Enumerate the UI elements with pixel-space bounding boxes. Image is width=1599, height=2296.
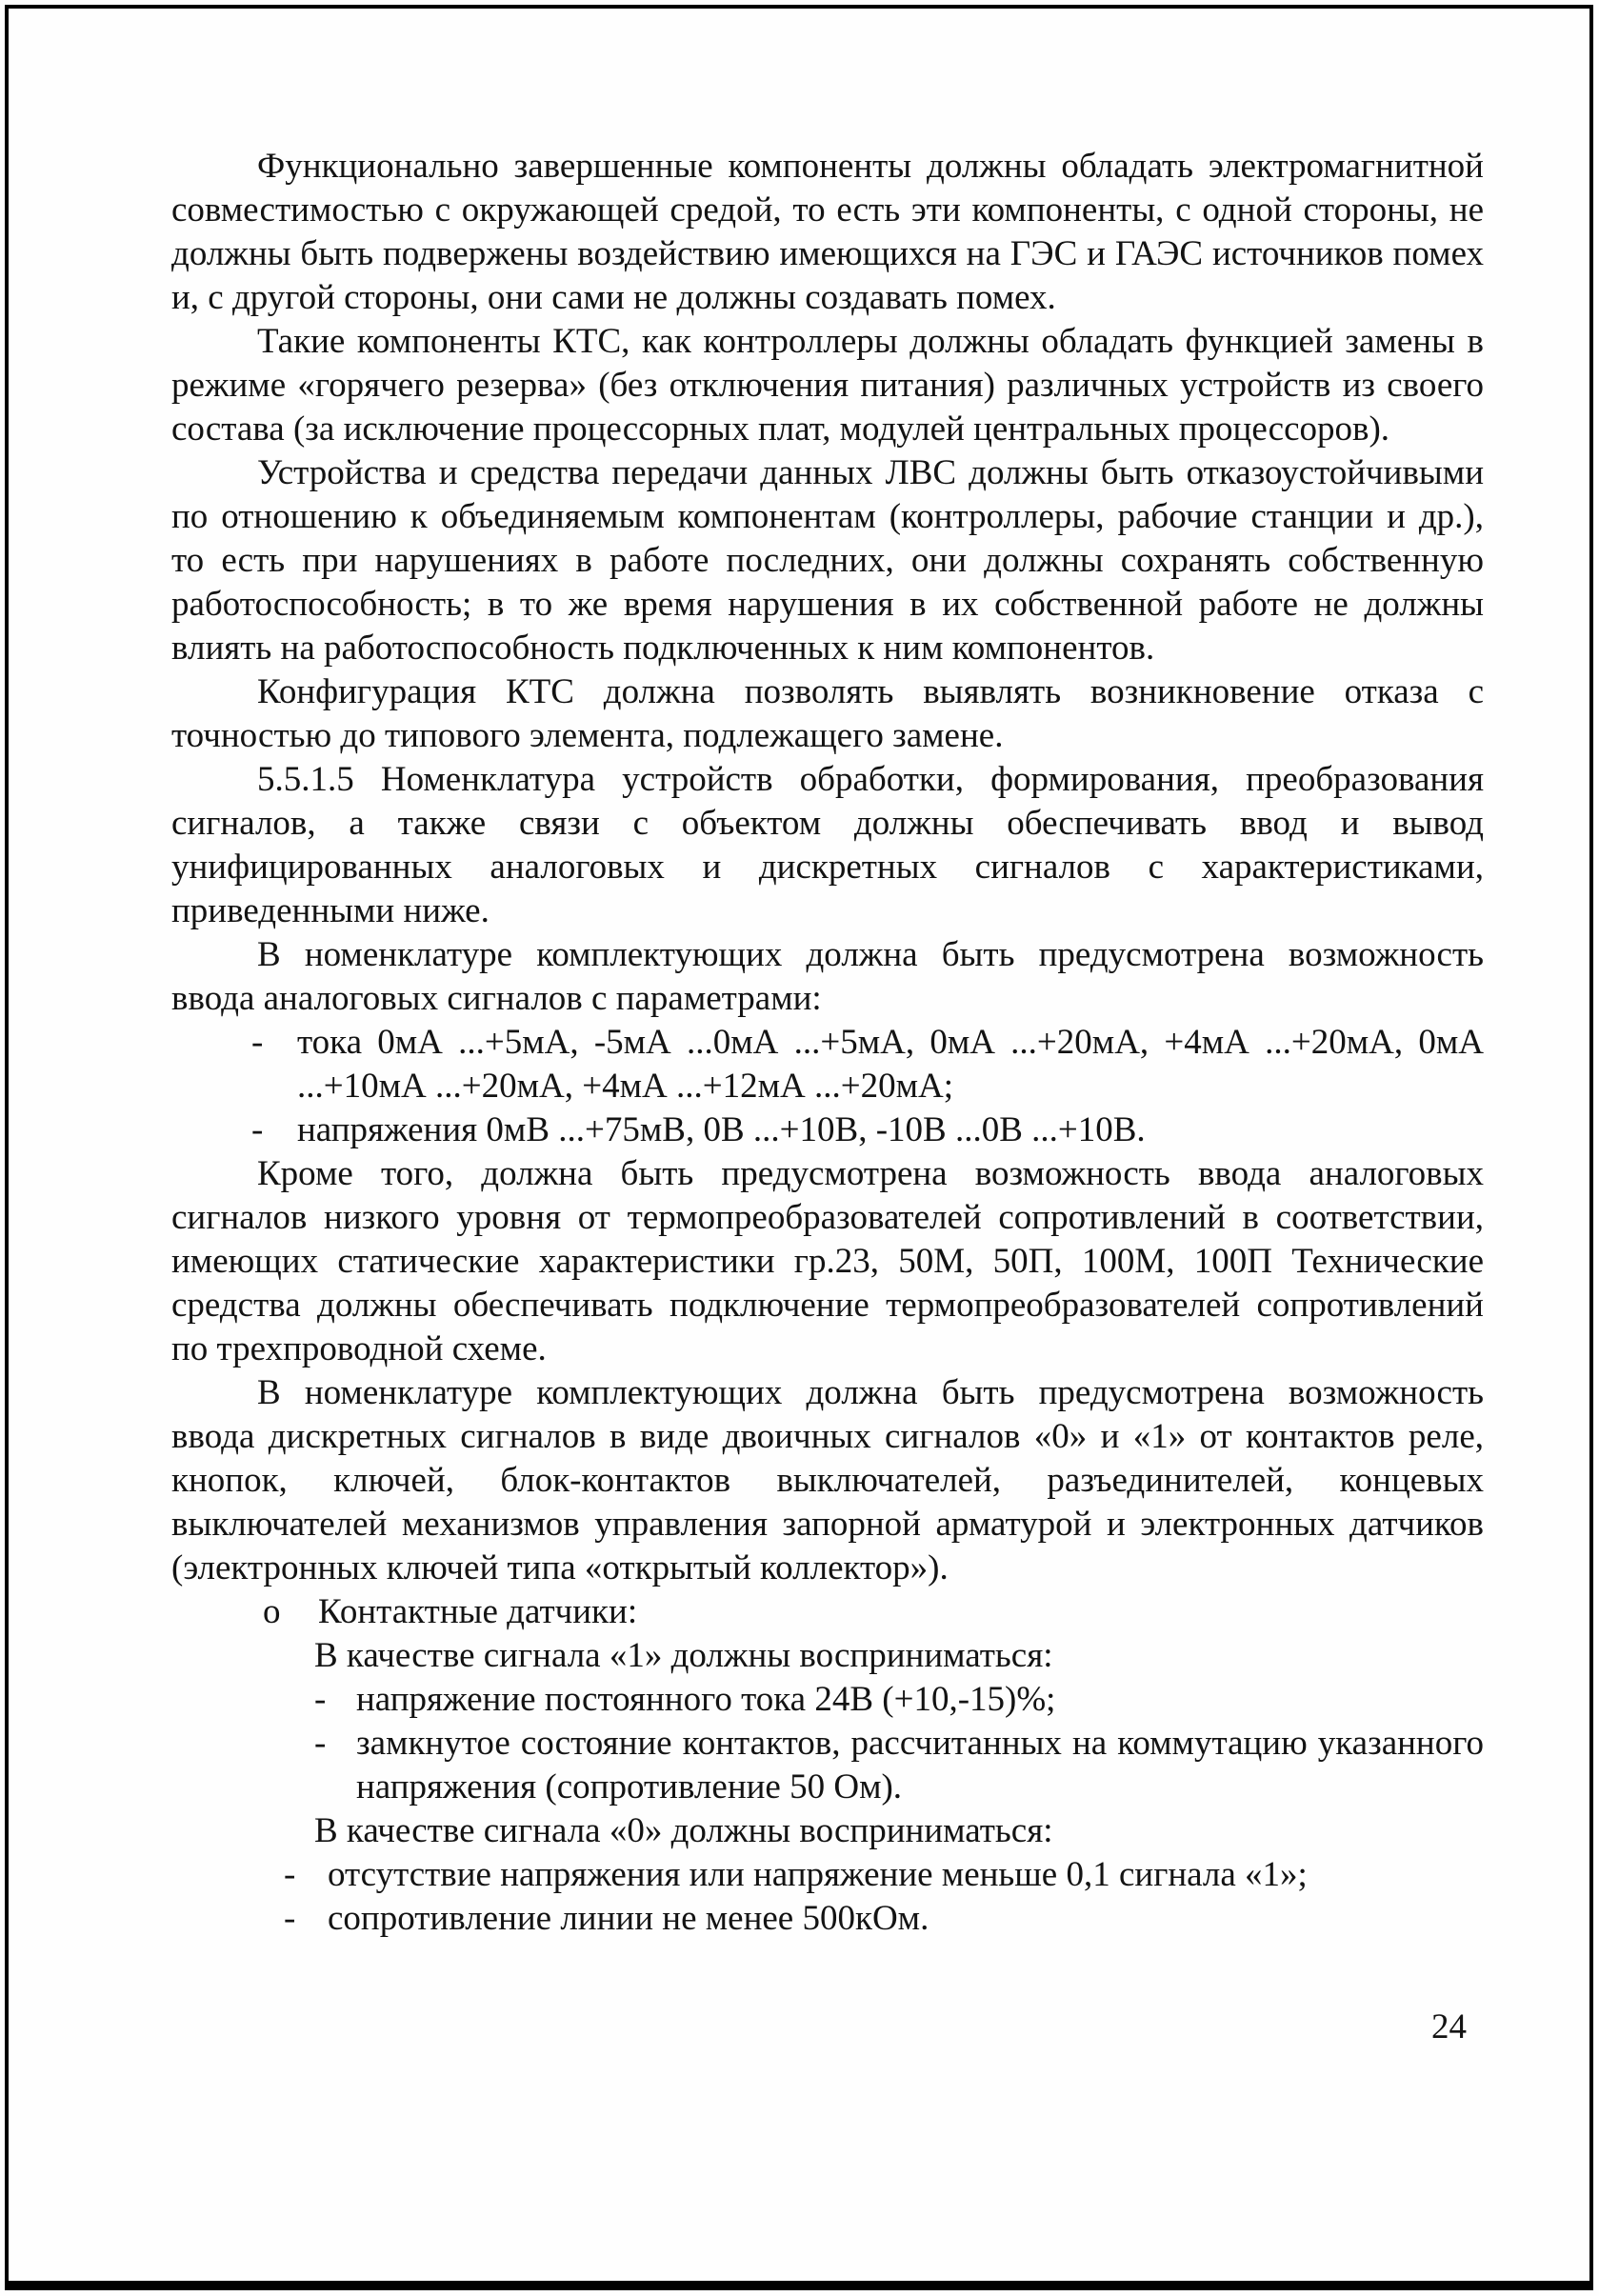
list-item-text: замкнутое состояние контактов, рассчитанных на коммутацию указанного напряжения (сопротивление 50 Ом). xyxy=(356,1724,1484,1807)
list-item-contact-sensors xyxy=(171,1590,1484,1634)
paragraph-hot-reserve: Такие компоненты КТС, как контроллеры должны обладать функцией замены в режиме «горячего резерва» (без отключения питания) различных устройств из своего состава (за исключение процессорных плат, модулей центральных процессоров). xyxy=(171,322,1484,449)
list-item-text: Контактные датчики: xyxy=(318,1592,638,1631)
list-item-line-resistance xyxy=(171,1897,1484,1941)
dash-marker: - xyxy=(284,1899,296,1938)
list-item-current-ranges xyxy=(171,1021,1484,1108)
list-item-voltage-ranges xyxy=(171,1108,1484,1152)
document-content xyxy=(171,145,1484,2049)
list-item-text: напряжения 0мВ ...+75мВ, 0В ...+10В, -10В ...0В ...+10В. xyxy=(297,1110,1146,1149)
paragraph-kts-configuration: Конфигурация КТС должна позволять выявлять возникновение отказа с точностью до типового элемента, подлежащего замене. xyxy=(171,672,1484,755)
subline-signal-0: В качестве сигнала «0» должны восприниматься: xyxy=(314,1811,1053,1850)
list-item-closed-contacts xyxy=(171,1722,1484,1809)
dash-marker: - xyxy=(314,1680,327,1719)
dash-marker: - xyxy=(251,1023,264,1062)
list-item-text: напряжение постоянного тока 24В (+10,-15)%; xyxy=(356,1680,1056,1719)
list-item-text: сопротивление линии не менее 500кОм. xyxy=(328,1899,929,1938)
paragraph-5-5-1-5: 5.5.1.5 Номенклатура устройств обработки, формирования, преобразования сигналов, а также связи с объектом должны обеспечивать ввод и вывод унифицированных аналоговых и дискретных сигналов с характеристиками, приведенными ниже. xyxy=(171,760,1484,930)
paragraph-analog-input-intro: В номенклатуре комплектующих должна быть предусмотрена возможность ввода аналоговых сигналов с параметрами: xyxy=(171,935,1484,1018)
dash-marker: - xyxy=(251,1110,264,1149)
list-item-text: отсутствие напряжения или напряжение меньше 0,1 сигнала «1»; xyxy=(328,1855,1308,1894)
subline-signal-1: В качестве сигнала «1» должны восприниматься: xyxy=(314,1636,1053,1675)
paragraph-rtd-signals: Кроме того, должна быть предусмотрена возможность ввода аналоговых сигналов низкого уровня от термопреобразователей сопротивлений в соответствии, имеющих статические характеристики гр.23, 50М, 50П, 100М, 100П Технические средства должны обеспечивать подключение термопреобразователей сопротивлений по трехпроводной схеме. xyxy=(171,1154,1484,1368)
list-item-no-voltage xyxy=(171,1853,1484,1897)
paragraph-discrete-signals: В номенклатуре комплектующих должна быть предусмотрена возможность ввода дискретных сигналов в виде двоичных сигналов «0» и «1» от контактов реле, кнопок, ключей, блок-контактов выключателей, разъединителей, концевых выключателей механизмов управления запорной арматурой и электронных датчиков (электронных ключей типа «открытый коллектор»). xyxy=(171,1373,1484,1587)
page-number: 24 xyxy=(1431,2007,1467,2046)
circle-marker: o xyxy=(263,1592,281,1631)
paragraph-lan-fault-tolerance: Устройства и средства передачи данных ЛВС должны быть отказоустойчивыми по отношению к объединяемым компонентам (контроллеры, рабочие станции и др.), то есть при нарушениях в работе последних, они должны сохранять собственную работоспособность; в то же время нарушения в их собственной работе не должны влиять на работоспособность подключенных к ним компонентов. xyxy=(171,453,1484,668)
dash-marker: - xyxy=(284,1855,296,1894)
dash-marker: - xyxy=(314,1724,327,1763)
paragraph-emc: Функционально завершенные компоненты должны обладать электромагнитной совместимостью с окружающей средой, то есть эти компоненты, с одной стороны, не должны быть подвержены воздействию имеющихся на ГЭС и ГАЭС источников помех и, с другой стороны, они сами не должны создавать помех. xyxy=(171,147,1484,317)
list-item-text: тока 0мА ...+5мА, -5мА ...0мА ...+5мА, 0мА ...+20мА, +4мА ...+20мА, 0мА ...+10мА ...+20мА, +4мА ...+12мА ...+20мА; xyxy=(297,1023,1484,1106)
list-item-dc-voltage xyxy=(171,1678,1484,1722)
